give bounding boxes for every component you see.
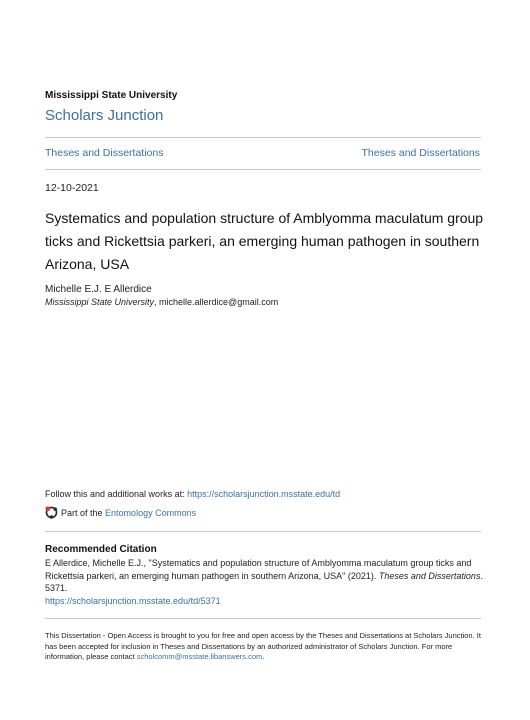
author-name: Michelle E.J. E Allerdice — [45, 284, 152, 295]
citation-heading: Recommended Citation — [45, 544, 157, 555]
repository-link[interactable]: Scholars Junction — [45, 107, 164, 124]
institution-name: Mississippi State University — [45, 90, 178, 101]
collection-link-left[interactable]: Theses and Dissertations — [45, 147, 164, 159]
divider-citation — [45, 531, 481, 532]
citation-body — [45, 557, 485, 595]
citation-text: E Allerdice, Michelle E.J., "Systematics and population structure of Amblyomma maculatum group ticks and Rickettsia parkeri, an emerging human pathogen in southern Arizona, USA" (2021). — [45, 558, 472, 581]
footer-text: This Dissertation - Open Access is brought to you for free and open access by the Theses and Dissertations at Scholars Junction. It has been accepted for inclusion in Theses and Dissertations by an authorized administrator of Scholars Junction. For more information, please contact — [45, 631, 481, 661]
follow-line — [45, 489, 340, 499]
document-title: Systematics and population structure of Amblyomma maculatum group ticks and Rickettsia parkeri, an emerging human pathogen in southern Arizona, USA — [45, 210, 484, 272]
follow-text: Follow this and additional works at: — [45, 489, 188, 499]
part-of-line — [45, 506, 196, 519]
citation-number: . 5371. — [45, 570, 483, 593]
affiliation-institution: Mississippi State University — [45, 297, 155, 307]
follow-url-link[interactable]: https://scholarsjunction.msstate.edu/td — [187, 489, 341, 499]
divider-top — [45, 137, 481, 138]
footer-notice — [45, 631, 485, 663]
citation-url-link[interactable]: https://scholarsjunction.msstate.edu/td/5371 — [45, 596, 221, 606]
divider-footer — [45, 618, 481, 619]
author-email: , michelle.allerdice@gmail.com — [154, 297, 279, 307]
author-affiliation — [45, 297, 278, 307]
citation-journal: Theses and Dissertations — [378, 570, 481, 581]
publication-date: 12-10-2021 — [45, 182, 99, 194]
network-commons-icon — [45, 506, 58, 519]
contact-email-link[interactable]: scholcomm@msstate.libanswers.com — [136, 652, 263, 661]
part-of-text: Part of the — [61, 507, 103, 518]
footer-end: . — [262, 652, 265, 661]
collection-link-right[interactable]: Theses and Dissertations — [361, 147, 480, 159]
divider-collection — [45, 169, 481, 170]
entomology-commons-link[interactable]: Entomology Commons — [105, 507, 197, 518]
